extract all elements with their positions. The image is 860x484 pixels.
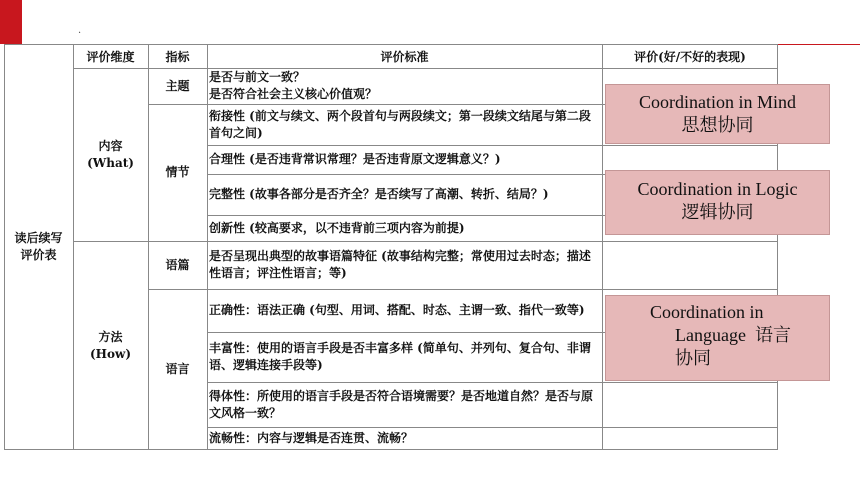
- table-row: 是否呈现出典型的故事语篇特征 (故事结构完整；常使用过去时态；描述性语言；评注性语言；等): [209, 249, 591, 280]
- table-row: 衔接性 (前文与续文、两个段首句与两段续文；第一段续文结尾与第二段首句之间): [209, 108, 591, 140]
- dot-mark: ·: [78, 28, 82, 39]
- indicator-theme: 主题: [165, 78, 190, 93]
- header-standard: 评价标准: [380, 49, 429, 64]
- table-row: 得体性：所使用的语言手段是否符合语境需要？是否地道自然？是否与原文风格一致？: [209, 388, 594, 420]
- callout-language-line2: Language 语言: [675, 325, 791, 345]
- header-indicator: 指标: [165, 49, 190, 64]
- callout-mind-zh: 思想协同: [681, 115, 754, 135]
- callout-mind: [605, 84, 830, 144]
- callout-logic: [605, 170, 830, 235]
- accent-bar: [0, 0, 22, 44]
- callout-mind-en: Coordination in Mind: [639, 92, 796, 112]
- table-row: 流畅性：内容与逻辑是否连贯、流畅？: [209, 431, 414, 445]
- callout-language: [605, 295, 830, 381]
- dimension-content: 内容 (What): [87, 138, 134, 170]
- dimension-method: 方法 (How): [89, 329, 132, 361]
- table-row: 完整性 (故事各部分是否齐全？是否续写了高潮、转折、结局？): [209, 187, 549, 201]
- callout-logic-en: Coordination in Logic: [637, 179, 798, 199]
- table-row: 创新性 (较高要求，以不违背前三项内容为前提): [209, 220, 465, 235]
- callout-language-line1: Coordination in: [650, 302, 764, 322]
- table-title-label: 读后续写 评价表: [14, 231, 63, 262]
- indicator-discourse: 语篇: [165, 257, 190, 272]
- table-row: 丰富性：使用的语言手段是否丰富多样 (简单句、并列句、复合句、非谓语、逻辑连接手段等): [209, 341, 591, 372]
- callout-logic-zh: 逻辑协同: [681, 202, 754, 222]
- indicator-plot: 情节: [165, 165, 190, 179]
- table-row: 是否与前文一致？ 是否符合社会主义核心价值观？: [209, 70, 378, 101]
- callout-language-line3: 协同: [675, 348, 711, 368]
- table-row: 正确性：语法正确 (句型、用词、搭配、时态、主谓一致、指代一致等): [209, 303, 585, 317]
- table-row: 合理性 (是否违背常识常理？是否违背原文逻辑意义？): [209, 152, 501, 166]
- header-evaluation: 评价(好/不好的表现): [634, 49, 746, 64]
- indicator-language: 语言: [165, 362, 190, 376]
- header-dimension: 评价维度: [86, 49, 135, 64]
